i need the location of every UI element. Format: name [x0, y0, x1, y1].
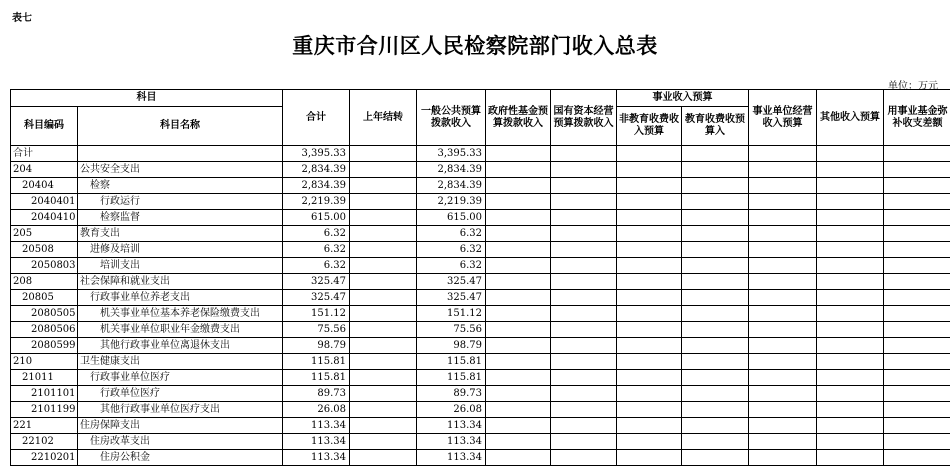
table-row — [11, 210, 950, 226]
table-row — [11, 434, 950, 450]
cell-general-budget: 2,834.39 — [417, 162, 486, 178]
cell-subject-name: 住房改革支出 — [78, 434, 283, 450]
cell-non-edu-fee — [617, 338, 682, 354]
cell-carryover — [350, 162, 417, 178]
cell-gov-fund — [486, 306, 551, 322]
cell-fund-compensation — [884, 370, 950, 386]
cell-state-capital — [551, 306, 617, 322]
table-row — [11, 338, 950, 354]
cell-general-budget: 6.32 — [417, 258, 486, 274]
cell-state-capital — [551, 242, 617, 258]
cell-other-income — [817, 162, 884, 178]
cell-other-income — [817, 274, 884, 290]
cell-other-income — [817, 194, 884, 210]
cell-carryover — [350, 146, 417, 162]
cell-carryover — [350, 194, 417, 210]
cell-other-income — [817, 210, 884, 226]
cell-subject-code: 合计 — [11, 146, 78, 162]
cell-edu-fee — [682, 338, 749, 354]
cell-non-edu-fee — [617, 290, 682, 306]
cell-gov-fund — [486, 274, 551, 290]
cell-state-capital — [551, 210, 617, 226]
cell-subject-name: 检察监督 — [78, 210, 283, 226]
table-row — [11, 194, 950, 210]
cell-other-income — [817, 226, 884, 242]
cell-gov-fund — [486, 370, 551, 386]
cell-total: 3,395.33 — [283, 146, 350, 162]
header-gov-fund: 政府性基金预算拨款收入 — [486, 90, 551, 146]
cell-state-capital — [551, 194, 617, 210]
cell-total: 6.32 — [283, 242, 350, 258]
cell-carryover — [350, 274, 417, 290]
cell-general-budget: 2,834.39 — [417, 178, 486, 194]
cell-gov-fund — [486, 322, 551, 338]
cell-other-income — [817, 450, 884, 466]
cell-state-capital — [551, 354, 617, 370]
cell-general-budget: 89.73 — [417, 386, 486, 402]
cell-fund-compensation — [884, 194, 950, 210]
table-row — [11, 258, 950, 274]
cell-gov-fund — [486, 162, 551, 178]
cell-state-capital — [551, 178, 617, 194]
cell-fund-compensation — [884, 338, 950, 354]
cell-business-unit-operating — [749, 210, 817, 226]
cell-edu-fee — [682, 274, 749, 290]
cell-business-unit-operating — [749, 258, 817, 274]
table-row — [11, 226, 950, 242]
header-business-income: 事业收入预算 — [617, 90, 749, 107]
cell-business-unit-operating — [749, 386, 817, 402]
cell-gov-fund — [486, 290, 551, 306]
cell-edu-fee — [682, 434, 749, 450]
cell-business-unit-operating — [749, 290, 817, 306]
cell-carryover — [350, 242, 417, 258]
table-row — [11, 370, 950, 386]
cell-other-income — [817, 322, 884, 338]
cell-total: 115.81 — [283, 354, 350, 370]
cell-gov-fund — [486, 450, 551, 466]
cell-fund-compensation — [884, 274, 950, 290]
cell-subject-name: 培训支出 — [78, 258, 283, 274]
table-row — [11, 306, 950, 322]
cell-non-edu-fee — [617, 322, 682, 338]
cell-general-budget: 75.56 — [417, 322, 486, 338]
cell-total: 98.79 — [283, 338, 350, 354]
cell-state-capital — [551, 386, 617, 402]
cell-general-budget: 26.08 — [417, 402, 486, 418]
cell-fund-compensation — [884, 178, 950, 194]
cell-general-budget: 113.34 — [417, 434, 486, 450]
cell-general-budget: 98.79 — [417, 338, 486, 354]
cell-edu-fee — [682, 402, 749, 418]
cell-edu-fee — [682, 370, 749, 386]
cell-business-unit-operating — [749, 306, 817, 322]
cell-gov-fund — [486, 146, 551, 162]
cell-edu-fee — [682, 290, 749, 306]
cell-carryover — [350, 434, 417, 450]
cell-fund-compensation — [884, 450, 950, 466]
cell-fund-compensation — [884, 146, 950, 162]
cell-subject-code: 2080599 — [11, 338, 78, 354]
cell-other-income — [817, 370, 884, 386]
cell-edu-fee — [682, 258, 749, 274]
cell-total: 6.32 — [283, 258, 350, 274]
cell-edu-fee — [682, 146, 749, 162]
cell-edu-fee — [682, 322, 749, 338]
cell-general-budget: 3,395.33 — [417, 146, 486, 162]
cell-non-edu-fee — [617, 418, 682, 434]
cell-other-income — [817, 402, 884, 418]
cell-non-edu-fee — [617, 370, 682, 386]
cell-general-budget: 151.12 — [417, 306, 486, 322]
cell-gov-fund — [486, 338, 551, 354]
cell-subject-code: 221 — [11, 418, 78, 434]
cell-business-unit-operating — [749, 242, 817, 258]
cell-state-capital — [551, 434, 617, 450]
cell-other-income — [817, 258, 884, 274]
cell-gov-fund — [486, 178, 551, 194]
cell-fund-compensation — [884, 386, 950, 402]
header-non-edu-fee: 非教育收费收入预算 — [617, 107, 682, 146]
cell-state-capital — [551, 162, 617, 178]
cell-gov-fund — [486, 210, 551, 226]
cell-carryover — [350, 402, 417, 418]
cell-general-budget: 115.81 — [417, 370, 486, 386]
cell-non-edu-fee — [617, 210, 682, 226]
cell-carryover — [350, 418, 417, 434]
cell-business-unit-operating — [749, 162, 817, 178]
cell-total: 6.32 — [283, 226, 350, 242]
cell-non-edu-fee — [617, 242, 682, 258]
cell-subject-name: 其他行政事业单位离退休支出 — [78, 338, 283, 354]
cell-state-capital — [551, 370, 617, 386]
cell-total: 2,834.39 — [283, 162, 350, 178]
cell-general-budget: 6.32 — [417, 226, 486, 242]
cell-state-capital — [551, 402, 617, 418]
cell-carryover — [350, 450, 417, 466]
cell-gov-fund — [486, 242, 551, 258]
cell-business-unit-operating — [749, 418, 817, 434]
cell-business-unit-operating — [749, 450, 817, 466]
cell-business-unit-operating — [749, 178, 817, 194]
cell-total: 75.56 — [283, 322, 350, 338]
cell-carryover — [350, 306, 417, 322]
cell-subject-name: 住房公积金 — [78, 450, 283, 466]
header-total: 合计 — [283, 90, 350, 146]
cell-edu-fee — [682, 450, 749, 466]
cell-subject-code: 2080505 — [11, 306, 78, 322]
cell-carryover — [350, 354, 417, 370]
cell-carryover — [350, 386, 417, 402]
cell-edu-fee — [682, 242, 749, 258]
cell-general-budget: 325.47 — [417, 290, 486, 306]
cell-carryover — [350, 258, 417, 274]
cell-carryover — [350, 226, 417, 242]
cell-subject-code: 20805 — [11, 290, 78, 306]
table-row — [11, 242, 950, 258]
cell-subject-code: 2050803 — [11, 258, 78, 274]
cell-non-edu-fee — [617, 226, 682, 242]
cell-non-edu-fee — [617, 274, 682, 290]
cell-subject-name — [78, 146, 283, 162]
cell-other-income — [817, 178, 884, 194]
cell-fund-compensation — [884, 434, 950, 450]
cell-subject-code: 2101101 — [11, 386, 78, 402]
cell-general-budget: 615.00 — [417, 210, 486, 226]
cell-general-budget: 113.34 — [417, 418, 486, 434]
cell-subject-name: 社会保障和就业支出 — [78, 274, 283, 290]
cell-general-budget: 113.34 — [417, 450, 486, 466]
cell-total: 115.81 — [283, 370, 350, 386]
cell-gov-fund — [486, 402, 551, 418]
header-subject-name: 科目名称 — [78, 107, 283, 146]
cell-other-income — [817, 418, 884, 434]
cell-edu-fee — [682, 178, 749, 194]
table-row — [11, 290, 950, 306]
cell-non-edu-fee — [617, 146, 682, 162]
cell-edu-fee — [682, 210, 749, 226]
cell-non-edu-fee — [617, 258, 682, 274]
cell-total: 113.34 — [283, 434, 350, 450]
cell-gov-fund — [486, 258, 551, 274]
cell-other-income — [817, 306, 884, 322]
cell-general-budget: 2,219.39 — [417, 194, 486, 210]
cell-total: 615.00 — [283, 210, 350, 226]
cell-fund-compensation — [884, 354, 950, 370]
cell-non-edu-fee — [617, 354, 682, 370]
cell-general-budget: 115.81 — [417, 354, 486, 370]
cell-total: 325.47 — [283, 274, 350, 290]
table-row — [11, 402, 950, 418]
cell-subject-name: 机关事业单位职业年金缴费支出 — [78, 322, 283, 338]
cell-fund-compensation — [884, 242, 950, 258]
cell-subject-code: 204 — [11, 162, 78, 178]
cell-subject-name: 公共安全支出 — [78, 162, 283, 178]
cell-gov-fund — [486, 386, 551, 402]
table-row — [11, 274, 950, 290]
cell-business-unit-operating — [749, 434, 817, 450]
cell-fund-compensation — [884, 322, 950, 338]
table-row — [11, 162, 950, 178]
header-state-capital: 国有资本经营预算拨款收入 — [551, 90, 617, 146]
table-row — [11, 178, 950, 194]
cell-carryover — [350, 322, 417, 338]
cell-business-unit-operating — [749, 194, 817, 210]
header-fund-compensation: 用事业基金弥补收支差额 — [884, 90, 950, 146]
cell-state-capital — [551, 226, 617, 242]
cell-non-edu-fee — [617, 450, 682, 466]
cell-fund-compensation — [884, 210, 950, 226]
cell-fund-compensation — [884, 162, 950, 178]
header-carryover: 上年结转 — [350, 90, 417, 146]
cell-other-income — [817, 386, 884, 402]
cell-business-unit-operating — [749, 226, 817, 242]
table-body — [11, 146, 950, 466]
cell-subject-name: 检察 — [78, 178, 283, 194]
cell-subject-code: 205 — [11, 226, 78, 242]
table-row — [11, 322, 950, 338]
cell-gov-fund — [486, 418, 551, 434]
cell-business-unit-operating — [749, 402, 817, 418]
table-number: 表七 — [12, 13, 32, 24]
header-subject-code: 科目编码 — [11, 107, 78, 146]
cell-subject-code: 2040401 — [11, 194, 78, 210]
table-row — [11, 146, 950, 162]
cell-subject-code: 2040410 — [11, 210, 78, 226]
cell-general-budget: 6.32 — [417, 242, 486, 258]
cell-carryover — [350, 338, 417, 354]
cell-subject-code: 22102 — [11, 434, 78, 450]
cell-business-unit-operating — [749, 338, 817, 354]
unit-label: 单位：万元 — [888, 81, 938, 92]
header-business-unit-operating: 事业单位经营收入预算 — [749, 90, 817, 146]
cell-subject-name: 行政事业单位医疗 — [78, 370, 283, 386]
cell-subject-code: 20404 — [11, 178, 78, 194]
header-subject: 科目 — [11, 90, 283, 107]
cell-gov-fund — [486, 194, 551, 210]
cell-other-income — [817, 354, 884, 370]
cell-non-edu-fee — [617, 162, 682, 178]
cell-total: 151.12 — [283, 306, 350, 322]
cell-state-capital — [551, 274, 617, 290]
income-summary-table — [10, 89, 950, 466]
page-title: 重庆市合川区人民检察院部门收入总表 — [292, 34, 658, 58]
cell-non-edu-fee — [617, 194, 682, 210]
cell-subject-name: 住房保障支出 — [78, 418, 283, 434]
cell-fund-compensation — [884, 226, 950, 242]
table-row — [11, 450, 950, 466]
cell-other-income — [817, 434, 884, 450]
header-other-income: 其他收入预算 — [817, 90, 884, 146]
cell-carryover — [350, 370, 417, 386]
cell-total: 113.34 — [283, 450, 350, 466]
cell-edu-fee — [682, 226, 749, 242]
cell-fund-compensation — [884, 290, 950, 306]
cell-subject-code: 20508 — [11, 242, 78, 258]
cell-total: 26.08 — [283, 402, 350, 418]
cell-state-capital — [551, 418, 617, 434]
cell-subject-name: 教育支出 — [78, 226, 283, 242]
cell-business-unit-operating — [749, 274, 817, 290]
cell-state-capital — [551, 290, 617, 306]
cell-subject-code: 210 — [11, 354, 78, 370]
cell-subject-name: 机关事业单位基本养老保险缴费支出 — [78, 306, 283, 322]
cell-other-income — [817, 338, 884, 354]
cell-edu-fee — [682, 418, 749, 434]
cell-edu-fee — [682, 354, 749, 370]
cell-non-edu-fee — [617, 306, 682, 322]
cell-subject-code: 2101199 — [11, 402, 78, 418]
cell-subject-code: 21011 — [11, 370, 78, 386]
cell-business-unit-operating — [749, 354, 817, 370]
header-edu-fee: 教育收费收预算入 — [682, 107, 749, 146]
cell-carryover — [350, 210, 417, 226]
table-row — [11, 418, 950, 434]
cell-business-unit-operating — [749, 146, 817, 162]
cell-total: 325.47 — [283, 290, 350, 306]
cell-gov-fund — [486, 354, 551, 370]
cell-gov-fund — [486, 226, 551, 242]
cell-non-edu-fee — [617, 402, 682, 418]
cell-total: 2,219.39 — [283, 194, 350, 210]
cell-business-unit-operating — [749, 370, 817, 386]
cell-subject-name: 其他行政事业单位医疗支出 — [78, 402, 283, 418]
cell-fund-compensation — [884, 402, 950, 418]
header-general-budget: 一般公共预算拨款收入 — [417, 90, 486, 146]
cell-subject-name: 行政事业单位养老支出 — [78, 290, 283, 306]
table-row — [11, 354, 950, 370]
cell-subject-name: 行政运行 — [78, 194, 283, 210]
cell-total: 113.34 — [283, 418, 350, 434]
cell-general-budget: 325.47 — [417, 274, 486, 290]
table-header — [11, 90, 950, 146]
cell-fund-compensation — [884, 306, 950, 322]
cell-state-capital — [551, 450, 617, 466]
cell-state-capital — [551, 322, 617, 338]
table-row — [11, 386, 950, 402]
cell-edu-fee — [682, 386, 749, 402]
cell-edu-fee — [682, 306, 749, 322]
cell-subject-name: 进修及培训 — [78, 242, 283, 258]
cell-total: 2,834.39 — [283, 178, 350, 194]
cell-fund-compensation — [884, 258, 950, 274]
cell-state-capital — [551, 258, 617, 274]
cell-subject-name: 卫生健康支出 — [78, 354, 283, 370]
cell-edu-fee — [682, 194, 749, 210]
cell-non-edu-fee — [617, 386, 682, 402]
cell-non-edu-fee — [617, 434, 682, 450]
cell-non-edu-fee — [617, 178, 682, 194]
cell-business-unit-operating — [749, 322, 817, 338]
cell-total: 89.73 — [283, 386, 350, 402]
cell-subject-code: 2210201 — [11, 450, 78, 466]
cell-other-income — [817, 242, 884, 258]
cell-fund-compensation — [884, 418, 950, 434]
cell-other-income — [817, 146, 884, 162]
cell-subject-name: 行政单位医疗 — [78, 386, 283, 402]
cell-carryover — [350, 178, 417, 194]
cell-subject-code: 2080506 — [11, 322, 78, 338]
cell-subject-code: 208 — [11, 274, 78, 290]
cell-state-capital — [551, 146, 617, 162]
cell-gov-fund — [486, 434, 551, 450]
cell-state-capital — [551, 338, 617, 354]
cell-carryover — [350, 290, 417, 306]
cell-other-income — [817, 290, 884, 306]
cell-edu-fee — [682, 162, 749, 178]
